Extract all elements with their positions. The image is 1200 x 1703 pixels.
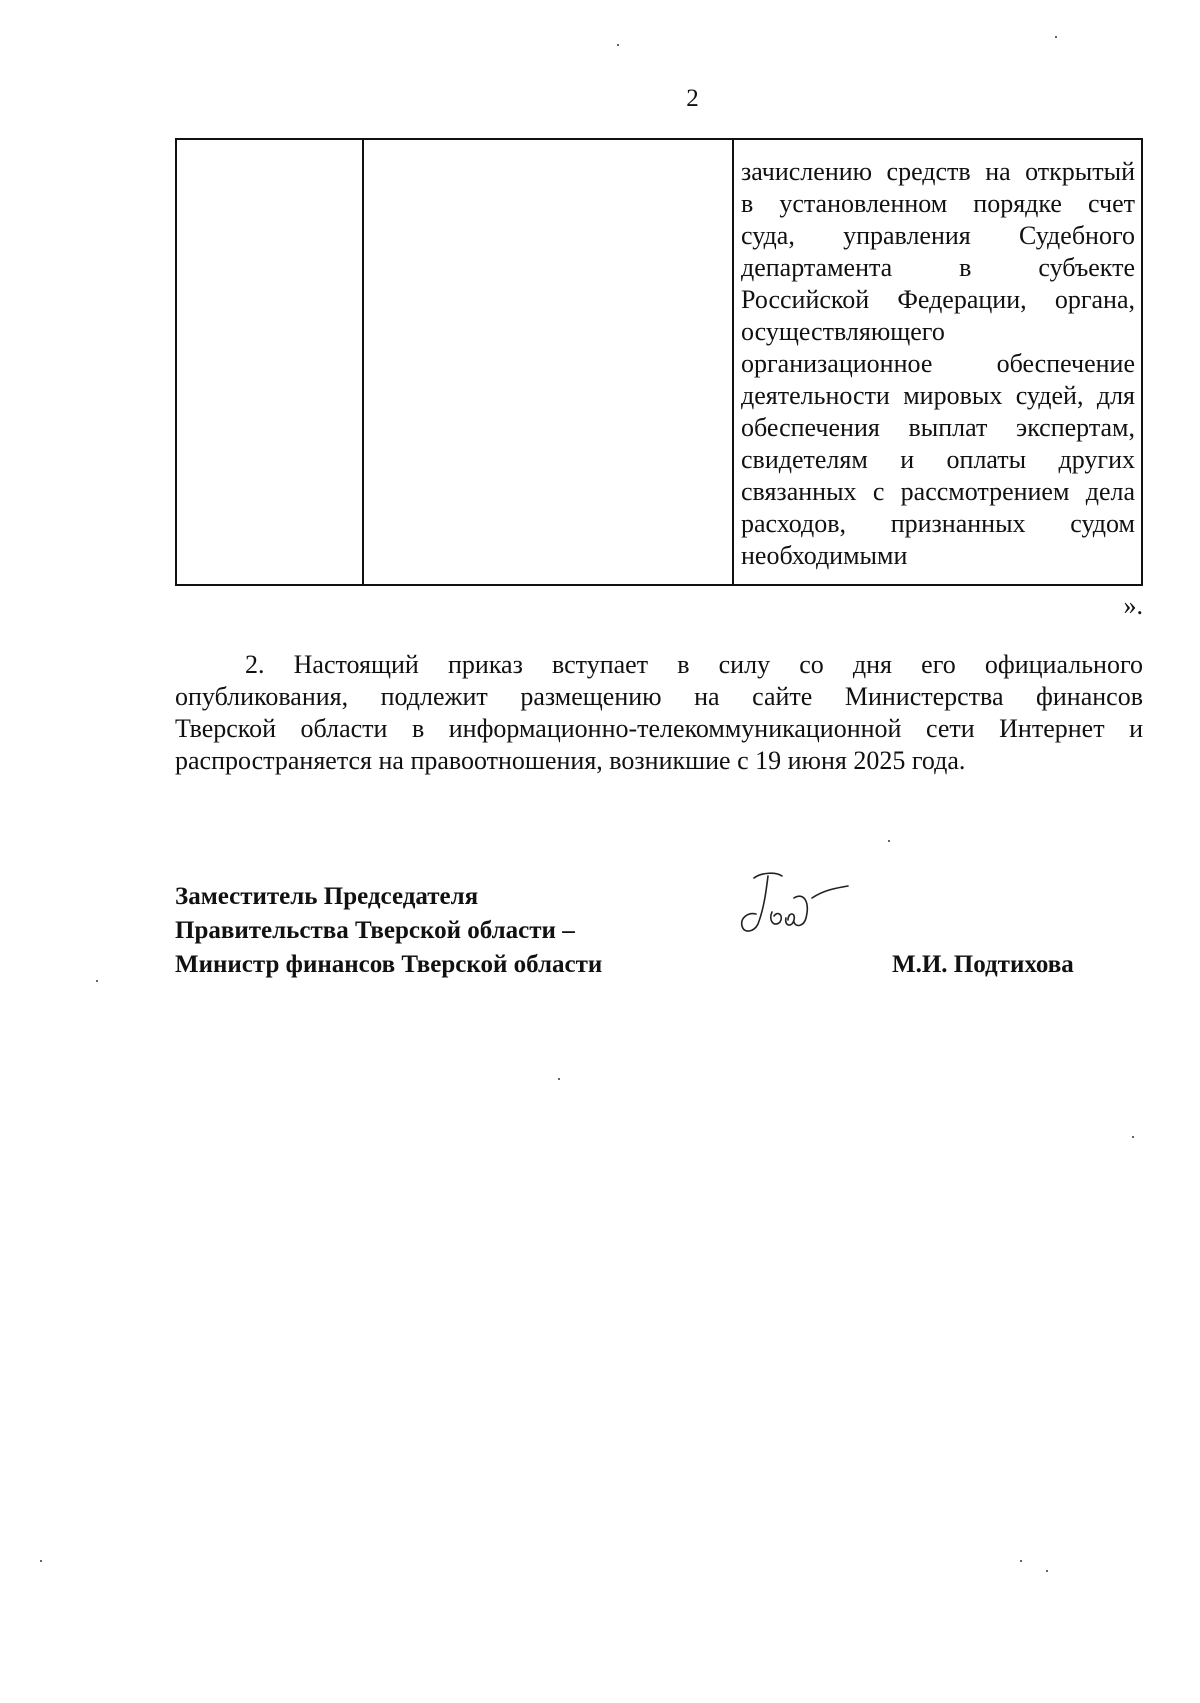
page-number: 2	[686, 85, 699, 112]
cell-text-line: департамента в субъекте	[741, 253, 1135, 282]
cell-text-line: обеспечения выплат экспертам,	[741, 413, 1135, 442]
cell-text-line: необходимыми	[741, 541, 908, 570]
cell-text-line: в установленном порядке счет	[741, 189, 1135, 218]
paragraph-line: распространяется на правоотношения, возникшие с 19 июня 2025 года.	[175, 746, 966, 775]
paragraph-line: Тверской области в информационно-телекоммуникационной сети Интернет и	[175, 714, 1143, 743]
signatory-title	[175, 880, 695, 982]
scan-speck	[558, 1078, 560, 1080]
table-cell-empty-1	[176, 139, 363, 585]
table-row	[176, 139, 1142, 585]
cell-text-line: суда, управления Судебного	[741, 221, 1135, 250]
closing-quote: ».	[1123, 591, 1143, 620]
table-cell-text	[733, 139, 1142, 585]
scan-speck	[888, 840, 890, 842]
signatory-title-line: Правительства Тверской области –	[175, 917, 575, 944]
cell-text-line: организационное обеспечение	[741, 349, 1135, 378]
cell-text-line: зачислению средств на открытый	[741, 157, 1135, 186]
cell-text-line: Российской Федерации, органа,	[741, 285, 1135, 314]
signatory-title-line: Заместитель Председателя	[175, 883, 479, 910]
scan-speck	[617, 44, 619, 46]
scan-speck	[40, 1560, 42, 1562]
paragraph-line: опубликования, подлежит размещению на сайте Министерства финансов	[175, 682, 1143, 711]
cell-text-line: деятельности мировых судей, для	[741, 381, 1135, 410]
table-cell-empty-2	[363, 139, 733, 585]
cell-text-line: расходов, признанных судом	[741, 509, 1135, 538]
cell-text-line: свидетелям и оплаты других	[741, 445, 1135, 474]
scan-speck	[96, 980, 98, 982]
scan-speck	[1055, 36, 1057, 38]
signer-name: М.И. Подтихова	[892, 951, 1074, 978]
paragraph-line: 2. Настоящий приказ вступает в силу со дня его официального	[245, 650, 1143, 679]
cell-text-line: связанных с рассмотрением дела	[741, 477, 1135, 506]
cell-text-line: осуществляющего	[741, 317, 945, 346]
signatory-title-line: Министр финансов Тверской области	[175, 951, 603, 978]
paragraph-2	[175, 649, 1143, 777]
handwritten-signature	[732, 868, 852, 948]
scan-speck	[1132, 1136, 1134, 1138]
scan-speck	[1046, 1570, 1048, 1572]
scan-speck	[1020, 1560, 1022, 1562]
continued-table	[175, 138, 1143, 586]
